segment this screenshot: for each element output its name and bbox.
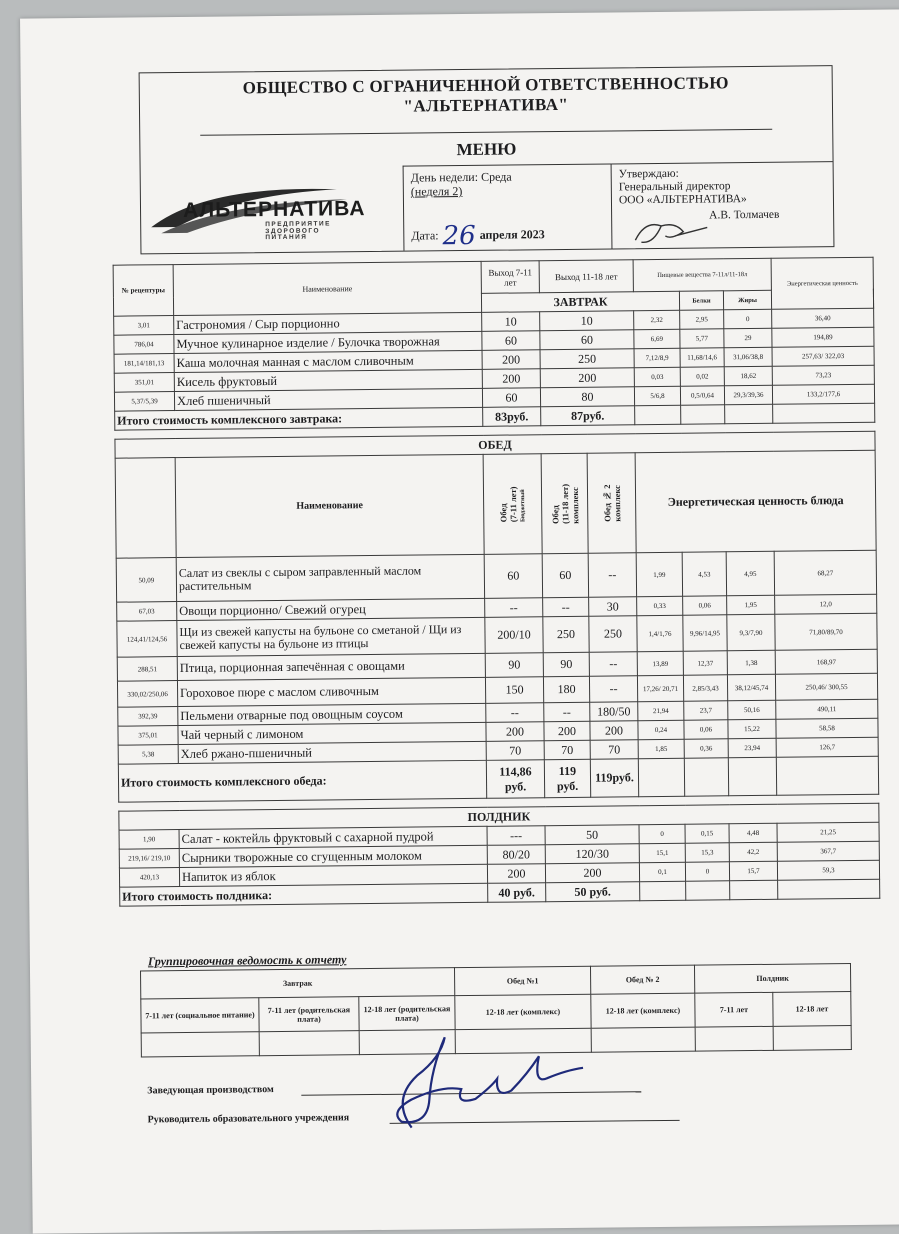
- table-cell: 0: [685, 862, 729, 881]
- table-cell: 0,33: [637, 596, 683, 615]
- table-cell: [776, 756, 878, 795]
- col-energy: Энергетическая ценность: [771, 257, 874, 309]
- table-cell: 60: [482, 388, 540, 408]
- table-cell: 80/20: [487, 845, 545, 865]
- table-cell: 250: [540, 349, 634, 369]
- table-cell: Овощи порционно/ Свежий огурец: [177, 598, 485, 620]
- director-signature-icon: [631, 217, 711, 246]
- approval-block: Утверждаю: Генеральный директор ООО «АЛЬТЕРНАТИВА» А.В. Толмачев: [619, 167, 747, 207]
- table-cell: 68,27: [774, 550, 876, 595]
- table-cell: 12-18 лет (комплекс): [591, 993, 695, 1028]
- col-recipe: № рецептуры: [113, 265, 174, 317]
- school-director-label: Руководитель образовательного учреждения: [148, 1112, 350, 1125]
- table-cell: 0,36: [684, 739, 728, 758]
- table-cell: 9,3/7,90: [727, 614, 775, 651]
- table-cell: --: [543, 597, 589, 616]
- table-cell: 60: [482, 331, 540, 351]
- table-cell: 70: [590, 740, 638, 760]
- table-cell: 7-11 лет: [695, 992, 773, 1027]
- table-cell: Напиток из яблок: [179, 864, 487, 886]
- table-cell: 0,1: [639, 862, 685, 881]
- grp-breakfast: Завтрак: [141, 968, 455, 999]
- table-row: [116, 550, 876, 602]
- table-cell: [773, 403, 875, 423]
- table-cell: 0: [639, 824, 685, 843]
- document-header: [139, 65, 835, 254]
- table-cell: 12,37: [683, 651, 727, 675]
- table-cell: 5/6,8: [634, 386, 680, 405]
- table-cell: 150: [485, 677, 543, 704]
- table-cell: 21,94: [638, 701, 684, 720]
- table-cell: Итого стоимость полдника:: [120, 883, 488, 906]
- table-cell: 194,89: [772, 327, 874, 347]
- table-cell: Чай черный с лимоном: [178, 722, 486, 744]
- table-cell: 11,68/14,6: [680, 348, 724, 367]
- table-cell: 12-18 лет (родительская плата): [359, 996, 455, 1031]
- table-cell: [728, 757, 776, 796]
- table-cell: 250: [543, 616, 589, 652]
- table-cell: --: [544, 702, 590, 721]
- table-cell: 9,96/14,95: [683, 615, 727, 651]
- divider: [403, 161, 833, 167]
- table-cell: Хлеб пшеничный: [174, 388, 482, 410]
- logo-word: АЛЬТЕРНАТИВА: [183, 197, 366, 223]
- table-cell: 1,90: [119, 830, 179, 850]
- table-cell: Итого стоимость комплексного обеда:: [118, 760, 486, 802]
- table-cell: 367,7: [777, 841, 879, 861]
- table-cell: Каша молочная манная с маслом сливочным: [174, 350, 482, 372]
- table-cell: 168,97: [775, 649, 877, 674]
- menu-title: МЕНЮ: [140, 136, 832, 163]
- table-cell: 0,15: [685, 824, 729, 843]
- table-cell: 15,1: [639, 843, 685, 862]
- table-cell: 0: [724, 309, 772, 329]
- col-protein: Белки: [679, 291, 723, 310]
- table-cell: 0,02: [680, 367, 724, 386]
- table-cell: 250: [589, 616, 637, 653]
- table-cell: 4,48: [729, 823, 777, 843]
- grouping-title: Группировочная ведомость к отчету: [148, 952, 347, 969]
- table-cell: 7-11 лет (социальное питание): [141, 998, 259, 1033]
- col-lunch1: Обед (7-11 лет) Бюджетный: [483, 454, 542, 555]
- table-cell: [259, 1031, 359, 1056]
- table-cell: 420,13: [119, 868, 179, 888]
- table-cell: 330,02/250,06: [117, 681, 177, 708]
- table-cell: 375,01: [118, 726, 178, 746]
- table-cell: 5,38: [118, 745, 178, 765]
- table-cell: 67,03: [117, 602, 177, 622]
- col-fat: Жиры: [723, 290, 771, 310]
- table-cell: 29: [724, 328, 772, 348]
- table-cell: 2,85/3,43: [683, 675, 727, 701]
- table-cell: [635, 405, 681, 424]
- table-cell: 1,99: [636, 552, 682, 596]
- table-cell: 5,77: [680, 329, 724, 348]
- table-cell: 119 руб.: [544, 759, 590, 797]
- table-cell: 180: [543, 676, 589, 702]
- menu-date: Дата: 26 апреля 2023: [411, 215, 545, 246]
- table-cell: 50,16: [728, 700, 776, 720]
- grp-snack: Полдник: [694, 964, 850, 994]
- table-cell: [730, 880, 778, 900]
- table-cell: 59,3: [777, 860, 879, 880]
- divider: [611, 163, 613, 248]
- table-cell: 12,0: [775, 594, 877, 614]
- table-cell: 257,63/ 322,03: [772, 346, 874, 366]
- divider: [403, 166, 405, 251]
- table-cell: --: [589, 652, 637, 677]
- table-cell: 21,25: [777, 822, 879, 842]
- table-cell: 200: [482, 350, 540, 370]
- table-cell: 200: [544, 721, 590, 740]
- snack-table: [118, 803, 880, 907]
- table-cell: 10: [482, 312, 540, 332]
- table-cell: 18,62: [724, 366, 772, 386]
- table-cell: Хлеб ржано-пшеничный: [178, 741, 486, 763]
- production-manager-label: Заведующая производством: [147, 1084, 274, 1096]
- table-cell: 0,06: [683, 596, 727, 615]
- table-cell: 200: [540, 368, 634, 388]
- table-cell: [638, 758, 684, 796]
- table-cell: 124,41/124,56: [117, 621, 177, 658]
- table-cell: [591, 1027, 695, 1052]
- section-title: ОБЕД: [115, 431, 875, 458]
- table-cell: Салат - коктейль фруктовый с сахарной пудрой: [179, 826, 487, 848]
- table-cell: 58,58: [776, 718, 878, 738]
- table-cell: 1,85: [638, 739, 684, 758]
- table-cell: 71,80/89,70: [775, 613, 877, 650]
- table-cell: 1,95: [727, 595, 775, 615]
- table-cell: 31,06/38,8: [724, 347, 772, 367]
- table-cell: 23,7: [684, 701, 728, 720]
- table-cell: [141, 1032, 259, 1057]
- table-cell: 219,16/ 219,10: [119, 849, 179, 869]
- table-cell: 200: [545, 863, 639, 883]
- col-lunch3: Обед № 2 комплекс: [587, 453, 636, 553]
- grp-lunch1: Обед №1: [455, 966, 591, 995]
- table-cell: [684, 758, 728, 796]
- table-cell: 73,23: [772, 365, 874, 385]
- table-cell: 250,46/ 300,55: [775, 673, 877, 700]
- table-cell: 60: [542, 553, 588, 597]
- table-cell: 288,51: [117, 657, 177, 682]
- table-cell: 40 руб.: [488, 883, 546, 903]
- table-cell: 3,01: [114, 316, 174, 336]
- table-cell: 10: [540, 311, 634, 331]
- table-cell: 0,06: [684, 720, 728, 739]
- table-cell: 1,38: [727, 650, 775, 675]
- table-cell: Птица, порционная запечённая с овощами: [177, 653, 485, 680]
- table-cell: Кисель фруктовый: [174, 369, 482, 391]
- col-out1: Выход 7-11 лет: [481, 261, 539, 294]
- table-cell: 36,40: [772, 308, 874, 328]
- table-cell: 87руб.: [541, 406, 635, 426]
- table-cell: 6,69: [634, 329, 680, 348]
- table-cell: 0,24: [638, 720, 684, 739]
- table-cell: 200: [487, 864, 545, 884]
- breakfast-table: [113, 257, 876, 431]
- logo-tagline: ПРЕДПРИЯТИЕ ЗДОРОВОГО ПИТАНИЯ: [265, 221, 331, 241]
- table-cell: 786,04: [114, 335, 174, 355]
- table-cell: 351,01: [114, 373, 174, 393]
- table-cell: 15,22: [728, 719, 776, 739]
- table-cell: [681, 405, 725, 424]
- table-cell: 90: [485, 653, 543, 678]
- table-cell: 5,37/5,39: [114, 392, 174, 412]
- table-cell: 2,95: [680, 310, 724, 329]
- table-cell: [686, 881, 730, 900]
- table-cell: 4,53: [682, 552, 726, 596]
- table-cell: [640, 881, 686, 900]
- table-cell: 23,94: [728, 738, 776, 758]
- col-name: Наименование: [175, 454, 484, 557]
- table-cell: 1,4/1,76: [637, 615, 683, 651]
- col-name: Наименование: [173, 261, 482, 315]
- table-cell: 180/50: [590, 702, 638, 722]
- table-cell: 119руб.: [590, 759, 638, 798]
- col-out2: Выход 11-18 лет: [539, 260, 633, 293]
- table-cell: [725, 404, 773, 424]
- table-cell: Гороховое пюре с маслом сливочным: [177, 677, 485, 706]
- table-cell: --: [589, 676, 637, 703]
- lunch-total-row: [118, 756, 878, 802]
- table-cell: 80: [540, 387, 634, 407]
- divider: [200, 129, 772, 136]
- table-cell: 29,3/39,36: [724, 385, 772, 405]
- org-name-line1: ОБЩЕСТВО С ОГРАНИЧЕННОЙ ОТВЕТСТВЕННОСТЬЮ: [140, 72, 832, 99]
- table-cell: 42,2: [729, 842, 777, 862]
- table-cell: Итого стоимость комплексного завтрака:: [115, 407, 483, 430]
- handwritten-date: 26: [442, 221, 475, 251]
- table-cell: 13,89: [637, 651, 683, 675]
- col-lunch2: Обед (11-18 лет) комплекс: [541, 453, 588, 553]
- table-cell: [695, 1026, 773, 1051]
- table-cell: 133,2/177,6: [772, 384, 874, 404]
- table-cell: ---: [487, 826, 545, 846]
- table-cell: 490,11: [776, 699, 878, 719]
- table-cell: 126,7: [776, 737, 878, 757]
- table-cell: 17,26/ 20,71: [637, 675, 683, 701]
- table-cell: [778, 879, 880, 899]
- col-energy: Энергетическая ценность блюда: [635, 450, 876, 553]
- table-cell: 60: [484, 554, 542, 599]
- table-cell: Мучное кулинарное изделие / Булочка творожная: [174, 331, 482, 353]
- table-cell: 12-18 лет (комплекс): [455, 994, 591, 1029]
- manager-signature-icon: [371, 1028, 592, 1140]
- table-cell: Сырники творожные со сгущенным молоком: [179, 845, 487, 867]
- table-cell: 2,32: [634, 310, 680, 329]
- company-logo: [147, 179, 398, 242]
- menu-document: [20, 9, 899, 1233]
- table-cell: 12-18 лет: [773, 992, 851, 1027]
- table-cell: [773, 1026, 851, 1051]
- table-cell: 90: [543, 652, 589, 676]
- table-cell: 181,14/181,13: [114, 354, 174, 374]
- lunch-table: [114, 431, 879, 803]
- table-cell: Щи из свежей капусты на бульоне со сметаной / Щи из свежей капусты на бульоне из птицы: [177, 617, 485, 656]
- table-cell: [115, 458, 176, 559]
- table-cell: 70: [544, 740, 590, 759]
- day-of-week: День недели: Среда (неделя 2): [411, 170, 512, 199]
- table-cell: 15,7: [729, 861, 777, 881]
- table-cell: 392,39: [118, 707, 178, 727]
- table-cell: 7,12/8,9: [634, 348, 680, 367]
- col-nutrients: Пищевые вещества 7-11л/11-18л: [633, 258, 771, 291]
- table-cell: Салат из свеклы с сыром заправленный маслом растительным: [176, 554, 484, 601]
- table-cell: --: [486, 703, 544, 723]
- table-cell: 60: [540, 330, 634, 350]
- table-cell: 50 руб.: [546, 882, 640, 902]
- table-cell: 114,86 руб.: [486, 760, 544, 799]
- section-title: ПОЛДНИК: [119, 803, 879, 830]
- section-title: ЗАВТРАК: [481, 291, 679, 312]
- table-cell: 15,3: [685, 843, 729, 862]
- table-cell: 30: [589, 597, 637, 617]
- table-cell: 0,03: [634, 367, 680, 386]
- table-cell: --: [485, 598, 543, 618]
- table-cell: 120/30: [545, 844, 639, 864]
- table-cell: Гастрономия / Сыр порционно: [174, 312, 482, 334]
- table-cell: 0,5/0,64: [680, 386, 724, 405]
- table-cell: 50,09: [116, 558, 176, 603]
- org-name-line2: "АЛЬТЕРНАТИВА": [140, 92, 832, 119]
- table-cell: --: [588, 553, 636, 598]
- table-cell: 4,95: [726, 551, 774, 596]
- table-cell: 70: [486, 741, 544, 761]
- table-cell: 200/10: [485, 617, 543, 654]
- grp-lunch2: Обед № 2: [590, 965, 694, 994]
- table-cell: 83руб.: [483, 407, 541, 427]
- table-cell: 200: [482, 369, 540, 389]
- table-cell: 38,12/45,74: [727, 674, 775, 701]
- table-cell: 200: [486, 722, 544, 742]
- table-cell: 200: [590, 721, 638, 741]
- table-cell: 50: [545, 825, 639, 845]
- table-cell: Пельмени отварные под овощным соусом: [178, 703, 486, 725]
- table-cell: 7-11 лет (родительская плата): [259, 997, 359, 1032]
